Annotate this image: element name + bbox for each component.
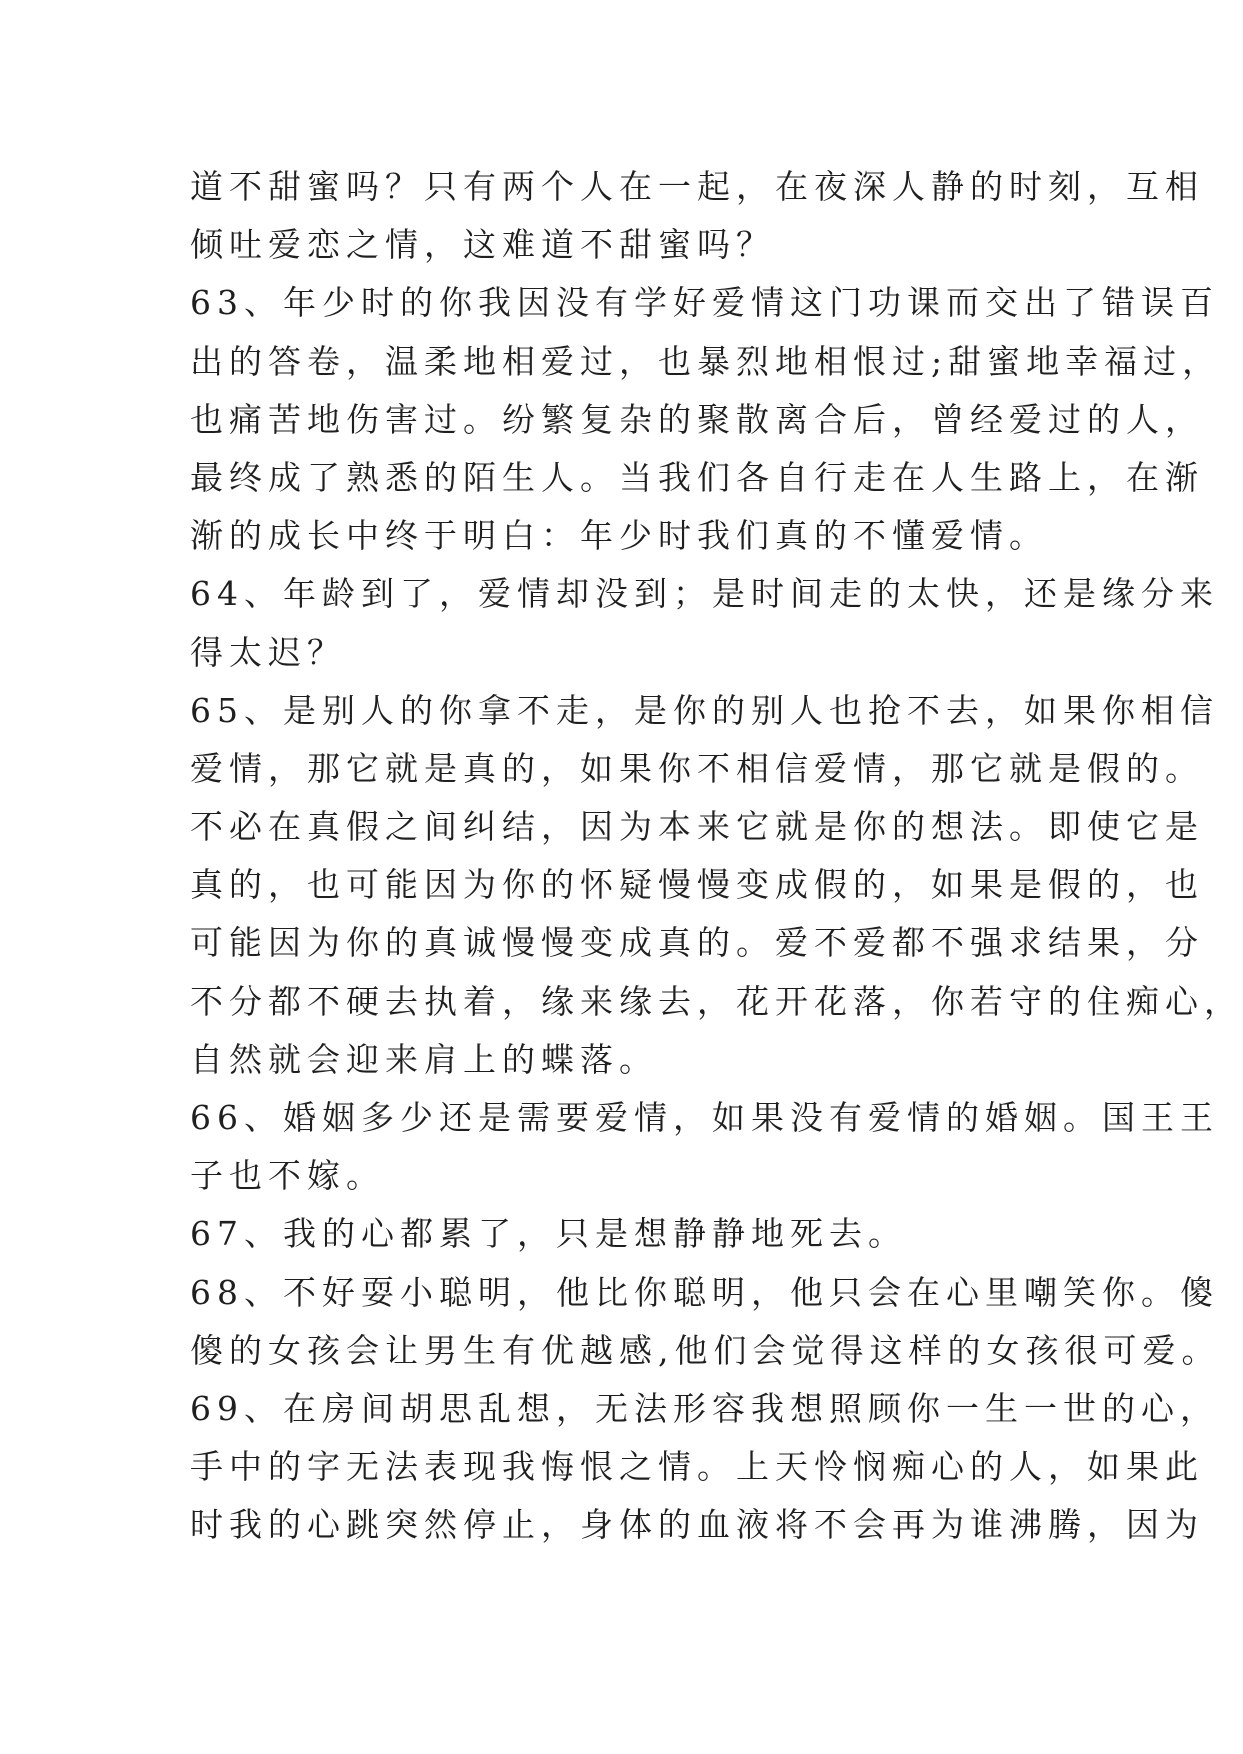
text-line: 手中的字无法表现我悔恨之情。上天怜悯痴心的人，如果此 xyxy=(190,1447,1204,1487)
text-line: 傻的女孩会让男生有优越感,他们会觉得这样的女孩很可爱。 xyxy=(190,1330,1221,1370)
text-line: 倾吐爱恋之情，这难道不甜蜜吗？ xyxy=(190,225,775,265)
text-line: 67、我的心都累了，只是想静静地死去。 xyxy=(190,1214,907,1254)
text-line: 64、年龄到了，爱情却没到；是时间走的太快，还是缘分来 xyxy=(190,574,1219,614)
text-line: 子也不嫁。 xyxy=(190,1156,385,1196)
body-text xyxy=(190,158,1243,1555)
text-line: 出的答卷，温柔地相爱过，也暴烈地相恨过;甜蜜地幸福过， xyxy=(190,341,1222,381)
text-line: 渐的成长中终于明白：年少时我们真的不懂爱情。 xyxy=(190,516,1048,556)
text-line: 也痛苦地伤害过。纷繁复杂的聚散离合后，曾经爱过的人， xyxy=(190,399,1204,439)
text-line: 66、婚姻多少还是需要爱情，如果没有爱情的婚姻。国王王 xyxy=(190,1098,1219,1137)
text-line: 最终成了熟悉的陌生人。当我们各自行走在人生路上，在渐 xyxy=(190,457,1204,497)
text-line: 真的，也可能因为你的怀疑慢慢变成假的，如果是假的，也 xyxy=(190,865,1204,905)
text-line: 得太迟？ xyxy=(190,632,346,672)
text-line: 爱情，那它就是真的，如果你不相信爱情，那它就是假的。 xyxy=(190,748,1204,788)
text-line: 63、年少时的你我因没有学好爱情这门功课而交出了错误百 xyxy=(190,283,1219,323)
text-line: 自然就会迎来肩上的蝶落。 xyxy=(190,1039,658,1079)
text-line: 68、不好耍小聪明，他比你聪明，他只会在心里嘲笑你。傻 xyxy=(190,1272,1219,1312)
text-line: 可能因为你的真诚慢慢变成真的。爱不爱都不强求结果，分 xyxy=(190,923,1204,963)
text-line: 时我的心跳突然停止，身体的血液将不会再为谁沸腾，因为 xyxy=(190,1505,1204,1545)
text-line: 不必在真假之间纠结，因为本来它就是你的想法。即使它是 xyxy=(190,807,1204,847)
text-line: 不分都不硬去执着，缘来缘去，花开花落，你若守的住痴心， xyxy=(190,981,1243,1021)
text-line: 道不甜蜜吗？只有两个人在一起，在夜深人静的时刻，互相 xyxy=(190,167,1204,206)
text-line: 69、在房间胡思乱想，无法形容我想照顾你一生一世的心， xyxy=(190,1388,1219,1428)
text-line: 65、是别人的你拿不走，是你的别人也抢不去，如果你相信 xyxy=(190,690,1219,730)
